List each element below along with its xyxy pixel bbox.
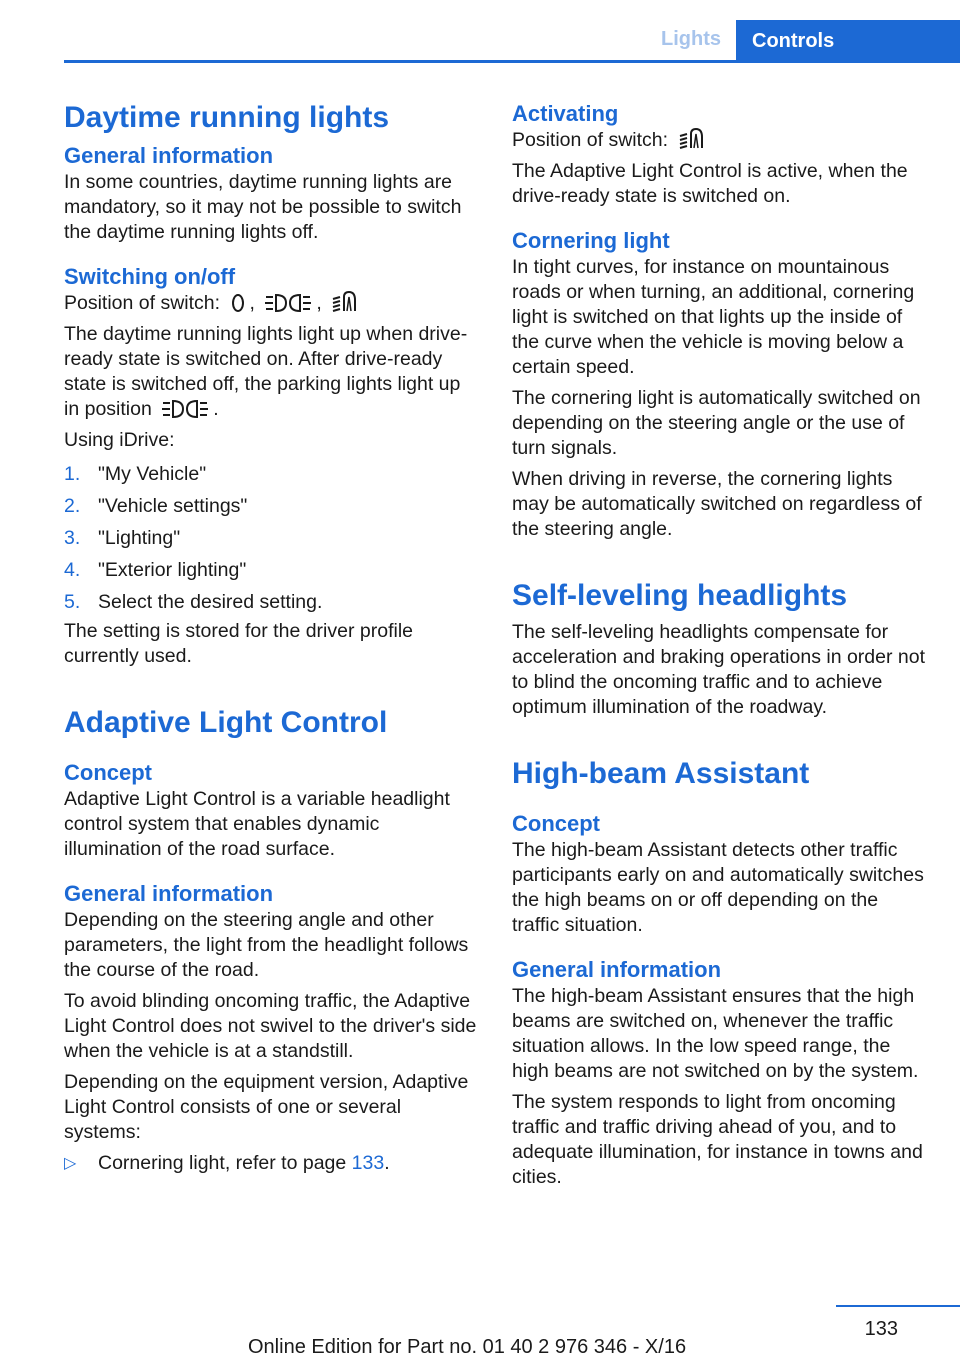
list-item	[64, 555, 480, 587]
step-number: 1.	[64, 463, 81, 485]
list-item	[64, 459, 480, 491]
page-link[interactable]: 133	[351, 1152, 385, 1174]
switch-position-line	[64, 291, 480, 316]
self-leveling-heading: Self-leveling headlights	[512, 579, 848, 612]
hba-general-info-p2: The system responds to light from oncoming traffic and traffic driving ahead of you, and to adequate illumination, for instance in towns and cities.	[512, 1091, 923, 1188]
auto-light-icon	[678, 128, 704, 150]
step-text: "Exterior lighting"	[98, 559, 247, 581]
right-column	[512, 100, 928, 1190]
switch-off-icon	[230, 293, 246, 313]
cornering-p2: The cornering light is automatically switched on depending on the steering angle or the use of turn signals.	[512, 387, 921, 459]
alc-general-info-p2: To avoid blinding oncoming traffic, the Adaptive Light Control does not swivel to the driver's side when the vehicle is at a standstill.	[64, 990, 477, 1062]
idrive-label: Using iDrive:	[64, 429, 175, 451]
switch-separator: ,	[249, 292, 255, 314]
step-text: "Vehicle settings"	[98, 495, 248, 517]
self-leveling-text: The self-leveling headlights compensate for acceleration and braking operations in order not to blind the oncoming traffic and to achieve optimum illumination of the roadway.	[512, 621, 926, 718]
header-section-tab: Lights	[661, 28, 721, 50]
footer-rule	[836, 1305, 960, 1307]
drl-general-info-text: In some countries, daytime running lights are mandatory, so it may not be possible to switch the daytime running lights off.	[64, 171, 462, 243]
hba-general-info-heading: General information	[512, 957, 722, 982]
switch-separator: ,	[316, 292, 322, 314]
step-number: 4.	[64, 559, 81, 581]
parking-lights-icon	[161, 399, 209, 419]
step-number: 2.	[64, 495, 81, 517]
activating-position-line	[512, 128, 928, 153]
edition-footer: Online Edition for Part no. 01 40 2 976 346 - X/16	[248, 1336, 687, 1358]
alc-concept-text: Adaptive Light Control is a variable headlight control system that enables dynamic illumination of the road surface.	[64, 788, 450, 860]
alc-general-info-heading: General information	[64, 881, 274, 906]
sentence-end: .	[213, 398, 219, 420]
list-item	[64, 491, 480, 523]
triangle-bullet-icon: ▷	[64, 1155, 77, 1172]
step-number: 3.	[64, 527, 81, 549]
cornering-p1: In tight curves, for instance on mountainous roads or when turning, an additional, cornering light is switched on that lights up the inside of the curve when the vehicle is moving below a certain speed.	[512, 256, 915, 378]
hba-concept-heading: Concept	[512, 811, 600, 836]
activating-heading: Activating	[512, 101, 619, 126]
drl-general-info-heading: General information	[64, 143, 274, 168]
step-text: "Lighting"	[98, 527, 181, 549]
list-item	[64, 1151, 480, 1176]
alc-heading: Adaptive Light Control	[64, 706, 388, 739]
hba-heading: High-beam Assistant	[512, 757, 810, 790]
page-number: 133	[864, 1318, 898, 1340]
activating-text: The Adaptive Light Control is active, when the drive-ready state is switched on.	[512, 160, 908, 207]
step-number: 5.	[64, 591, 81, 613]
bullet-text: Cornering light, refer to page	[98, 1152, 347, 1174]
step-text: Select the desired setting.	[98, 591, 323, 613]
activating-position-label: Position of switch:	[512, 129, 669, 151]
list-item	[64, 523, 480, 555]
cornering-heading: Cornering light	[512, 228, 670, 253]
sentence-end: .	[384, 1152, 390, 1174]
alc-general-info-p1: Depending on the steering angle and other parameters, the light from the headlight follows the course of the road.	[64, 909, 469, 981]
switching-heading: Switching on/off	[64, 264, 236, 289]
hba-general-info-p1: The high-beam Assistant ensures that the high beams are switched on, whenever the traffic situation allows. In the low speed range, the high beams are not switched on by the system.	[512, 985, 919, 1082]
auto-light-icon	[331, 291, 357, 313]
left-column	[64, 100, 480, 1176]
switch-position-label: Position of switch:	[64, 292, 221, 314]
header-chapter-tab: Controls	[736, 20, 960, 63]
step-text: "My Vehicle"	[98, 463, 207, 485]
hba-concept-text: The high-beam Assistant detects other traffic participants early on and automatically switches the high beams on or off depending on the traffic situation.	[512, 839, 924, 936]
parking-lights-icon	[264, 293, 312, 313]
alc-concept-heading: Concept	[64, 760, 152, 785]
cornering-p3: When driving in reverse, the cornering lights may be automatically switched on regardless of the steering angle.	[512, 468, 922, 540]
drl-behaviour-text	[64, 322, 480, 422]
stored-setting-text: The setting is stored for the driver profile currently used.	[64, 620, 413, 667]
drl-behaviour-sentence: The daytime running lights light up when drive-ready state is switched on. After drive-ready state is switched off, the parking lights light up in position	[64, 323, 468, 420]
list-item	[64, 587, 480, 619]
header-rule	[64, 60, 960, 63]
alc-general-info-p3: Depending on the equipment version, Adaptive Light Control consists of one or several systems:	[64, 1071, 469, 1143]
alc-systems-list	[64, 1151, 480, 1176]
idrive-steps-list	[64, 459, 480, 619]
drl-heading: Daytime running lights	[64, 101, 390, 134]
